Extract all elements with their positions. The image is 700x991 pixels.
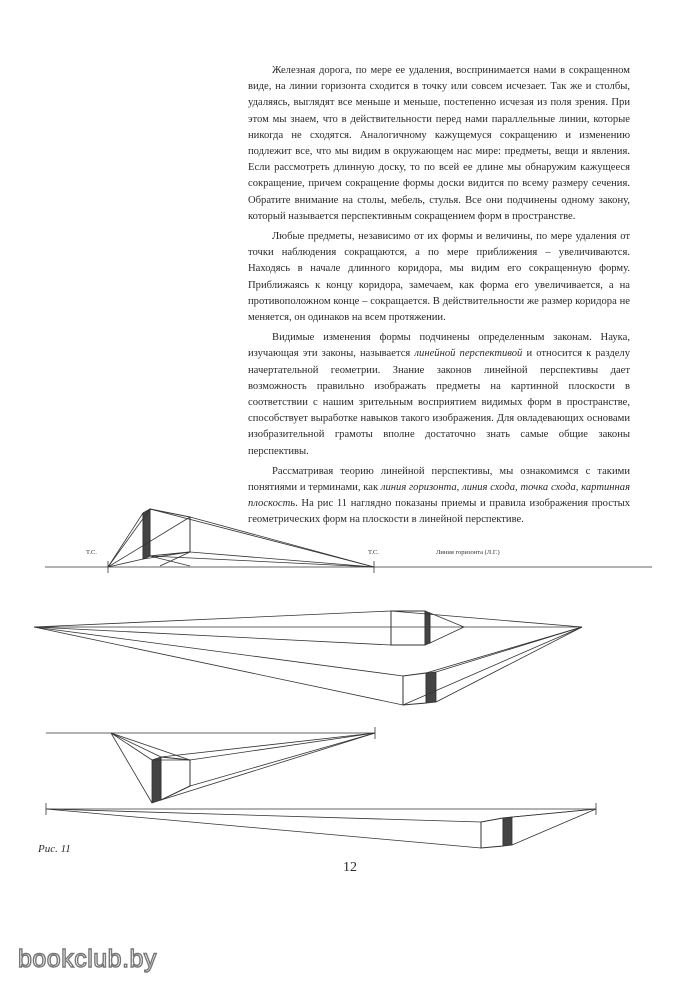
construction-line xyxy=(190,733,375,786)
upper-box-side xyxy=(425,611,430,645)
text-run: Рассматривая теорию линейной перспективы, мы ознакомимся с такими понятиями и терминами, как xyxy=(248,465,630,494)
construction-line xyxy=(46,809,481,822)
body-text xyxy=(248,63,630,533)
italic-term: линия горизонта, линия схода, точка схода, картинная плоскость xyxy=(248,482,630,510)
cube-side-face xyxy=(152,757,161,803)
construction-line xyxy=(108,513,143,567)
drawing-2-long-perspective xyxy=(34,611,582,705)
cube-front-face xyxy=(161,757,190,800)
page-number: 12 xyxy=(343,860,357,875)
construction-line xyxy=(46,809,481,848)
drawing-4-long-box xyxy=(46,803,596,848)
drawing-1-two-point-cube xyxy=(45,509,652,573)
upper-box-front xyxy=(391,611,425,645)
watermark: bookclub.by xyxy=(18,945,157,973)
perspective-drawing xyxy=(0,495,700,865)
vanishing-point-label-left: Т.С. xyxy=(86,549,97,556)
construction-line xyxy=(34,611,391,627)
upper-box-cone xyxy=(430,613,464,643)
construction-line xyxy=(111,733,152,760)
figure-caption: Рис. 11 xyxy=(38,843,71,855)
construction-line xyxy=(436,627,582,702)
construction-line xyxy=(512,809,596,845)
text-run: Любые предметы, независимо от их формы и величины, по мере удаления от точки наблюдения сокращаются, а по мере приближения – увеличиваются. Находясь в начале длинного коридора, мы видим его сокращенную форму. Приближаясь к концу коридора, замечаем, как форма его увеличивается, а на противоположном конце – сокращается. В действительности же размер коридора не меняется, он одинаков на всем протяжении. xyxy=(248,231,630,324)
construction-line xyxy=(34,627,403,705)
vanishing-point-label-right: Т.С. xyxy=(368,549,379,556)
construction-line xyxy=(161,733,375,757)
paragraph-1 xyxy=(248,63,630,225)
perspective-figure xyxy=(0,495,700,865)
text-run: Видимые изменения формы подчинены определенным законам. Наука, изучающая эти законы, называется xyxy=(248,332,630,360)
text-run: Железная дорога, по мере ее удаления, воспринимается нами в сокращенном виде, на линии горизонта сходится в точку или совсем исчезает. Так же и столбы, удаляясь, выглядят все меньше и меньше, постепенно исчезая из поля зрения. При этом мы знаем, что в действительности перед нами параллельные линии, которые никогда не сходятся. Аналогичному кажущемуся сокращению и изменению подлежит все, что мы видим в окружающем нас мире: предметы, вещи и явления. Если рассмотреть длинную доску, то по всей ее длине мы обнаружим кажущееся сокращение, причем сокращение формы доски видится по всему размеру сечения. Обратите внимание на столы, мебель, стулья. Все они подчинены одному закону, который называется перспективным сокращением форм в пространстве. xyxy=(248,65,630,222)
construction-line xyxy=(34,627,391,645)
cube-right-face xyxy=(150,509,190,556)
lower-box-side xyxy=(426,672,436,703)
construction-line xyxy=(111,733,161,757)
construction-line xyxy=(503,809,596,818)
paragraph-2 xyxy=(248,229,630,326)
construction-line xyxy=(34,627,403,676)
paragraph-3 xyxy=(248,330,630,460)
drawing-3-cube-below-horizon xyxy=(46,727,375,803)
box-side-face xyxy=(503,817,512,846)
construction-line xyxy=(111,733,152,803)
construction-line xyxy=(391,611,582,627)
horizon-line-label: Линия горизонта (Л.Г.) xyxy=(436,549,500,556)
text-run: и относится к разделу начертательной геометрии. Знание законов линейной перспективы дает возможность правильно изображать предметы на картинной плоскости в соответствии с нашим зрительным восприятием видимых форм в пространстве, способствует выработке навыков такого изображения. Для овладевающих основами изобразительной грамоты вполне достаточно знать самые общие законы перспективы. xyxy=(248,348,631,457)
text-run: . На рис 11 наглядно показаны приемы и правила изображения простых геометрических форм на плоскости в линейной перспективе. xyxy=(248,498,630,526)
italic-term: линейной перспективой xyxy=(414,348,523,360)
construction-line xyxy=(190,733,375,760)
construction-line xyxy=(111,733,190,760)
construction-line xyxy=(150,509,374,567)
construction-line xyxy=(161,733,375,800)
cube-front-face xyxy=(143,509,150,559)
box-front-face xyxy=(481,818,503,848)
